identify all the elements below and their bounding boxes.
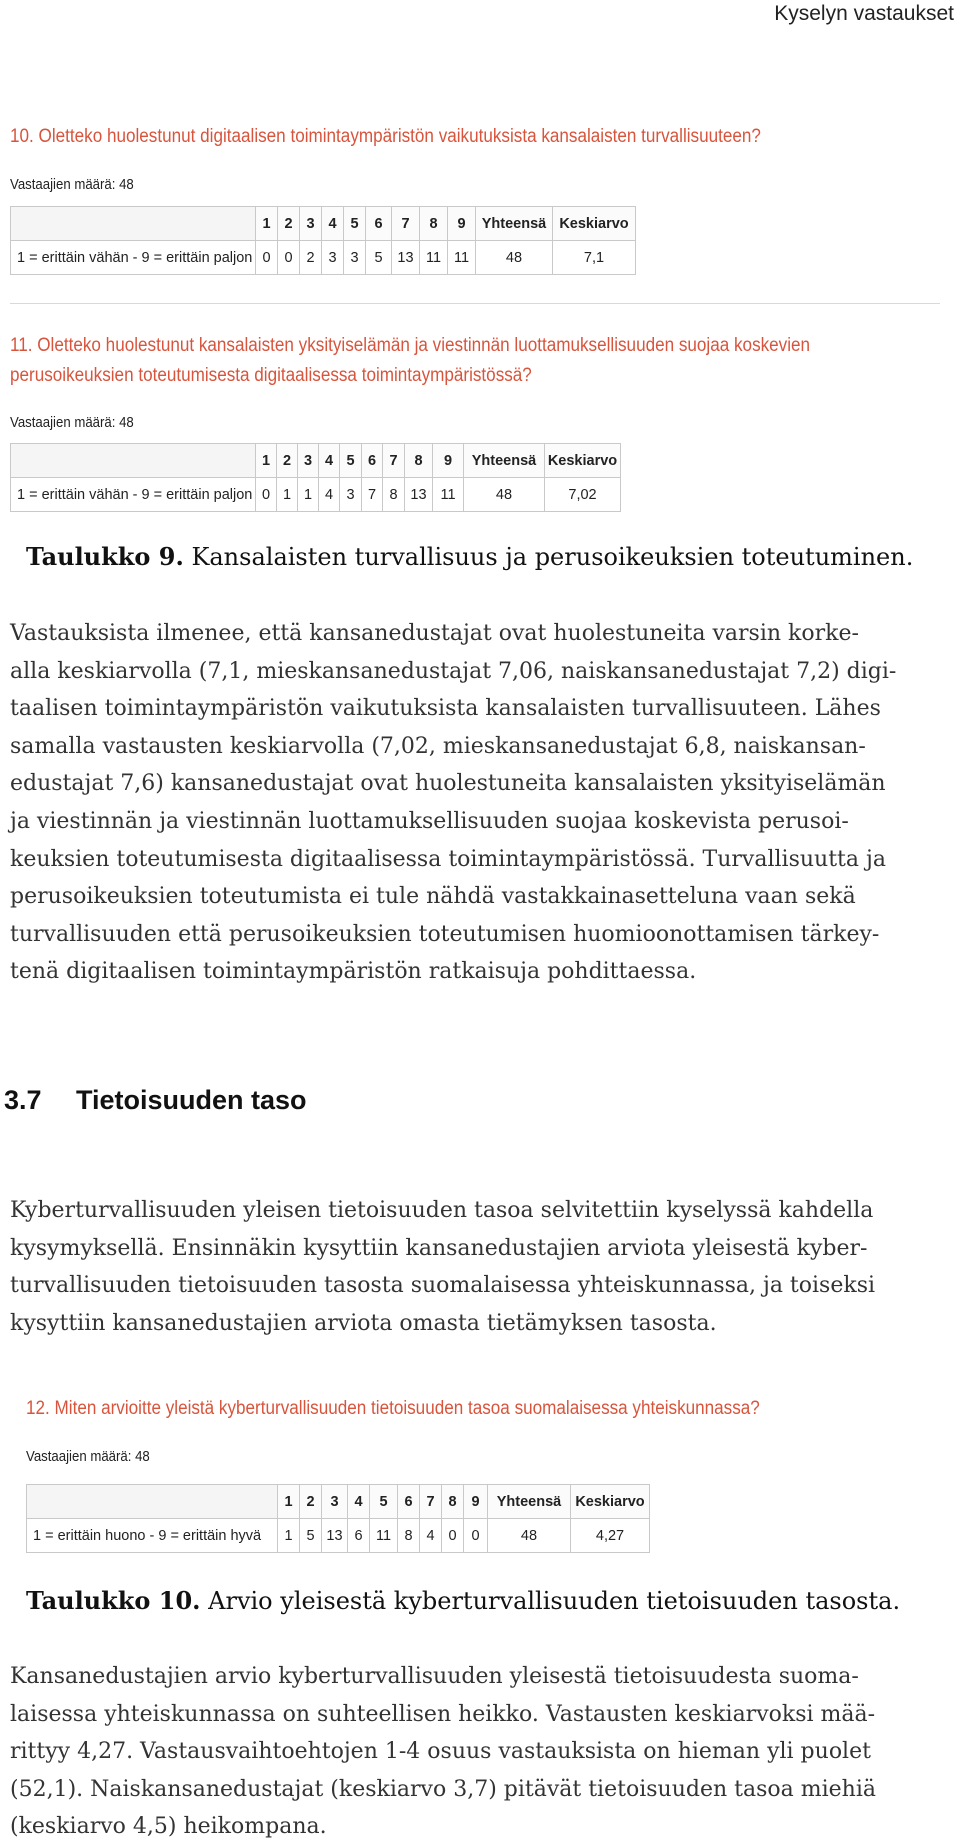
count-cell: 0	[278, 241, 300, 275]
count-cell: 5	[366, 241, 392, 275]
scale-label: 1 = erittäin huono - 9 = erittäin hyvä	[27, 1519, 278, 1553]
score-header-1: 1	[256, 444, 277, 478]
q11-results-table	[10, 443, 621, 512]
count-cell: 11	[420, 241, 448, 275]
score-header-7: 7	[392, 207, 420, 241]
table-10-caption	[26, 1585, 900, 1617]
score-header-7: 7	[420, 1485, 442, 1519]
count-cell: 0	[464, 1519, 488, 1553]
score-header-9: 9	[448, 207, 476, 241]
text-line: laisessa yhteiskunnassa on suhteellisen heikko. Vastausten keskiarvoksi mää-	[10, 1701, 876, 1727]
count-cell: 1	[278, 1519, 300, 1553]
score-header-2: 2	[277, 444, 298, 478]
mean-header: Keskiarvo	[545, 444, 621, 478]
count-cell: 6	[348, 1519, 370, 1553]
text-line: turvallisuuden tietoisuuden tasosta suomalaisessa yhteiskunnassa, ja toiseksi	[10, 1273, 876, 1299]
total-cell: 48	[464, 478, 545, 512]
section-number: 3.7	[4, 1085, 42, 1115]
mean-cell: 4,27	[571, 1519, 650, 1553]
text-line: samalla vastausten keskiarvolla (7,02, mieskansanedustajat 6,8, naiskansan-	[10, 733, 866, 759]
caption-text: Kansalaisten turvallisuus ja perusoikeuksien toteutuminen.	[183, 543, 914, 571]
text-line: taalisen toimintaympäristön vaikutuksista kansalaisten turvallisuuteen. Lähes	[10, 696, 881, 722]
q10-results-table	[10, 206, 636, 275]
count-cell: 7	[362, 478, 383, 512]
count-cell: 3	[322, 241, 344, 275]
text-line: perusoikeuksien toteutumista ei tule nähdä vastakkainasetteluna vaan sekä	[10, 884, 856, 910]
q11-respondent-count: Vastaajien määrä: 48	[10, 414, 134, 431]
score-header-3: 3	[300, 207, 322, 241]
text-line: keuksien toteutumisesta digitaalisessa toimintaympäristössä. Turvallisuutta ja	[10, 846, 886, 872]
total-cell: 48	[476, 241, 553, 275]
score-header-9: 9	[433, 444, 464, 478]
text-line: kysyttiin kansanedustajien arviota omasta tietämyksen tasosta.	[10, 1310, 717, 1336]
score-header-1: 1	[278, 1485, 300, 1519]
text-line: tenä digitaalisen toimintaympäristön ratkaisuja pohdittaessa.	[10, 959, 697, 985]
total-header: Yhteensä	[464, 444, 545, 478]
caption-label: Taulukko 10.	[26, 1586, 201, 1615]
count-cell: 0	[442, 1519, 464, 1553]
count-cell: 8	[398, 1519, 420, 1553]
q12-respondent-count: Vastaajien määrä: 48	[26, 1448, 150, 1465]
count-cell: 11	[370, 1519, 398, 1553]
score-header-5: 5	[340, 444, 362, 478]
count-cell: 8	[383, 478, 405, 512]
caption-text: Arvio yleisestä kyberturvallisuuden tietoisuuden tasosta.	[200, 1587, 901, 1615]
table-row	[11, 478, 621, 512]
header-blank-cell	[11, 444, 256, 478]
header-blank-cell	[11, 207, 256, 241]
q10-title: 10. Oletteko huolestunut digitaalisen toimintaympäristön vaikutuksista kansalaisten turvallisuuteen?	[10, 126, 761, 147]
score-header-5: 5	[344, 207, 366, 241]
text-line: Kansanedustajien arvio kyberturvallisuuden yleisestä tietoisuudesta suoma-	[10, 1664, 859, 1689]
running-head: Kyselyn vastaukset	[774, 2, 954, 25]
score-header-6: 6	[366, 207, 392, 241]
count-cell: 3	[344, 241, 366, 275]
mean-cell: 7,02	[545, 478, 621, 512]
q10-respondent-count: Vastaajien määrä: 48	[10, 176, 134, 193]
score-header-5: 5	[370, 1485, 398, 1519]
table-header-row	[11, 444, 621, 478]
total-cell: 48	[488, 1519, 571, 1553]
mean-header: Keskiarvo	[553, 207, 636, 241]
text-line: alla keskiarvolla (7,1, mieskansanedustajat 7,06, naiskansanedustajat 7,2) digi-	[10, 658, 897, 684]
score-header-4: 4	[322, 207, 344, 241]
count-cell: 13	[322, 1519, 348, 1553]
score-header-3: 3	[298, 444, 319, 478]
score-header-6: 6	[398, 1485, 420, 1519]
section-divider	[10, 303, 940, 304]
mean-cell: 7,1	[553, 241, 636, 275]
text-line: (52,1). Naiskansanedustajat (keskiarvo 3,7) pitävät tietoisuuden tasoa miehiä	[10, 1776, 876, 1802]
text-line: Vastauksista ilmenee, että kansanedustajat ovat huolestuneita varsin korke-	[10, 621, 859, 646]
count-cell: 4	[420, 1519, 442, 1553]
score-header-6: 6	[362, 444, 383, 478]
text-line: ja viestinnän ja viestinnän luottamuksellisuuden suojaa koskevista perusoi-	[10, 808, 849, 834]
score-header-4: 4	[319, 444, 340, 478]
score-header-8: 8	[442, 1485, 464, 1519]
table-header-row	[27, 1485, 650, 1519]
count-cell: 4	[319, 478, 340, 512]
total-header: Yhteensä	[488, 1485, 571, 1519]
text-line: edustajat 7,6) kansanedustajat ovat huolestuneita kansalaisten yksityiselämän	[10, 771, 886, 797]
count-cell: 1	[277, 478, 298, 512]
section-title: Tietoisuuden taso	[76, 1085, 307, 1115]
scale-label: 1 = erittäin vähän - 9 = erittäin paljon	[11, 478, 256, 512]
body-paragraph-2	[10, 1192, 875, 1342]
text-line: Kyberturvallisuuden yleisen tietoisuuden tasoa selvitettiin kyselyssä kahdella	[10, 1198, 874, 1223]
count-cell: 13	[392, 241, 420, 275]
body-paragraph-1	[10, 615, 896, 991]
q12-title: 12. Miten arvioitte yleistä kyberturvallisuuden tietoisuuden tasoa suomalaisessa yhteiskunnassa?	[26, 1398, 760, 1419]
score-header-8: 8	[405, 444, 433, 478]
q11-title-line-1: 11. Oletteko huolestunut kansalaisten yksityiselämän ja viestinnän luottamuksellisuuden suojaa koskevien	[10, 335, 811, 356]
count-cell: 5	[300, 1519, 322, 1553]
mean-header: Keskiarvo	[571, 1485, 650, 1519]
text-line: kysymyksellä. Ensinnäkin kysyttiin kansanedustajien arviota yleisestä kyber-	[10, 1235, 868, 1261]
score-header-1: 1	[256, 207, 278, 241]
text-line: rittyy 4,27. Vastausvaihtoehtojen 1-4 osuus vastauksista on hieman yli puolet	[10, 1739, 871, 1765]
score-header-9: 9	[464, 1485, 488, 1519]
count-cell: 2	[300, 241, 322, 275]
header-blank-cell	[27, 1485, 278, 1519]
score-header-3: 3	[322, 1485, 348, 1519]
score-header-8: 8	[420, 207, 448, 241]
table-header-row	[11, 207, 636, 241]
section-heading	[4, 1085, 307, 1116]
q11-title-line-2: perusoikeuksien toteutumisesta digitaalisessa toimintaympäristössä?	[10, 365, 532, 386]
text-line: turvallisuuden että perusoikeuksien toteutumisen huomioonottamisen tärkey-	[10, 921, 880, 947]
count-cell: 13	[405, 478, 433, 512]
scale-label: 1 = erittäin vähän - 9 = erittäin paljon	[11, 241, 256, 275]
count-cell: 0	[256, 478, 277, 512]
count-cell: 0	[256, 241, 278, 275]
body-paragraph-3	[10, 1658, 876, 1846]
q12-results-table	[26, 1484, 650, 1553]
text-line: (keskiarvo 4,5) heikompana.	[10, 1814, 327, 1840]
count-cell: 1	[298, 478, 319, 512]
table-row	[11, 241, 636, 275]
score-header-4: 4	[348, 1485, 370, 1519]
caption-label: Taulukko 9.	[26, 542, 184, 571]
count-cell: 11	[433, 478, 464, 512]
score-header-7: 7	[383, 444, 405, 478]
count-cell: 3	[340, 478, 362, 512]
score-header-2: 2	[278, 207, 300, 241]
count-cell: 11	[448, 241, 476, 275]
score-header-2: 2	[300, 1485, 322, 1519]
table-row	[27, 1519, 650, 1553]
total-header: Yhteensä	[476, 207, 553, 241]
table-9-caption	[26, 541, 913, 573]
